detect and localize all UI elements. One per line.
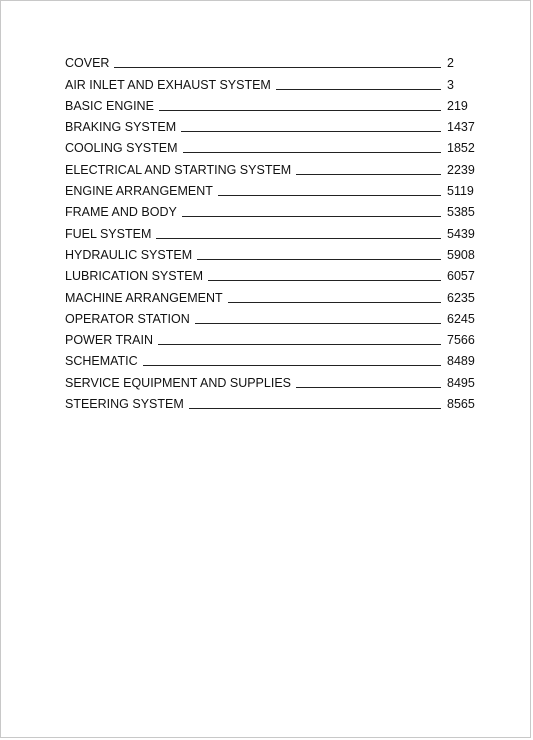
toc-entry-page: 2 (447, 56, 454, 71)
toc-entry-title: POWER TRAIN (65, 333, 153, 348)
toc-entry-page: 5908 (447, 247, 475, 262)
toc-entry-page: 5385 (447, 205, 475, 220)
toc-leader-line (208, 280, 441, 281)
toc-entry-lubrication-system[interactable] (65, 262, 481, 283)
toc-entry-title: HYDRAULIC SYSTEM (65, 247, 193, 262)
toc-entry-title: BASIC ENGINE (65, 98, 154, 113)
toc-entry-page: 8489 (447, 354, 475, 369)
toc-entry-page: 6057 (447, 269, 475, 284)
toc-entry-machine-arrangement[interactable] (65, 283, 481, 304)
toc-leader-line (189, 408, 441, 409)
toc-entry-title: MACHINE ARRANGEMENT (65, 290, 223, 305)
toc-entry-steering-system[interactable] (65, 390, 481, 411)
toc-leader-line (183, 152, 441, 153)
toc-entry-power-train[interactable] (65, 326, 481, 347)
toc-entry-title: COOLING SYSTEM (65, 141, 178, 156)
toc-entry-basic-engine[interactable] (65, 92, 481, 113)
toc-leader-line (195, 323, 441, 324)
toc-leader-line (158, 344, 441, 345)
toc-entry-title: COVER (65, 56, 110, 71)
toc-entry-page: 5119 (447, 184, 474, 199)
toc-entry-page: 2239 (447, 162, 475, 177)
toc-entry-title: STEERING SYSTEM (65, 397, 184, 412)
toc-entry-page: 8495 (447, 375, 475, 390)
toc-entry-title: FRAME AND BODY (65, 205, 177, 220)
toc-entry-schematic[interactable] (65, 347, 481, 368)
table-of-contents (65, 49, 481, 411)
toc-entry-title: SERVICE EQUIPMENT AND SUPPLIES (65, 375, 291, 390)
toc-leader-line (218, 195, 441, 196)
toc-entry-page: 6235 (447, 290, 475, 305)
toc-entry-fuel-system[interactable] (65, 219, 481, 240)
toc-leader-line (296, 387, 441, 388)
toc-leader-line (276, 89, 441, 90)
toc-entry-title: FUEL SYSTEM (65, 226, 152, 241)
toc-entry-braking-system[interactable] (65, 113, 481, 134)
toc-leader-line (228, 302, 441, 303)
toc-entry-page: 5439 (447, 226, 475, 241)
toc-entry-title: LUBRICATION SYSTEM (65, 269, 203, 284)
toc-entry-title: ELECTRICAL AND STARTING SYSTEM (65, 162, 292, 177)
toc-leader-line (143, 365, 441, 366)
toc-leader-line (197, 259, 441, 260)
toc-entry-page: 219 (447, 98, 468, 113)
toc-entry-page: 1852 (447, 141, 475, 156)
toc-entry-title: ENGINE ARRANGEMENT (65, 184, 213, 199)
toc-leader-line (181, 131, 441, 132)
toc-entry-page: 6245 (447, 311, 475, 326)
toc-entry-service-equipment-and-supplies[interactable] (65, 368, 481, 389)
toc-leader-line (159, 110, 441, 111)
toc-entry-title: AIR INLET AND EXHAUST SYSTEM (65, 77, 271, 92)
toc-entry-engine-arrangement[interactable] (65, 177, 481, 198)
toc-entry-title: SCHEMATIC (65, 354, 138, 369)
toc-entry-page: 1437 (447, 120, 475, 135)
toc-entry-title: OPERATOR STATION (65, 311, 190, 326)
toc-entry-electrical-and-starting-system[interactable] (65, 155, 481, 176)
toc-entry-page: 3 (447, 77, 454, 92)
toc-entry-hydraulic-system[interactable] (65, 241, 481, 262)
toc-entry-cooling-system[interactable] (65, 134, 481, 155)
toc-leader-line (182, 216, 441, 217)
toc-entry-cover[interactable] (65, 49, 481, 70)
toc-leader-line (114, 67, 441, 68)
toc-entry-page: 8565 (447, 397, 475, 412)
toc-leader-line (156, 238, 441, 239)
toc-entry-operator-station[interactable] (65, 305, 481, 326)
toc-entry-air-inlet-and-exhaust-system[interactable] (65, 70, 481, 91)
toc-entry-title: BRAKING SYSTEM (65, 120, 177, 135)
toc-entry-frame-and-body[interactable] (65, 198, 481, 219)
toc-leader-line (296, 174, 441, 175)
toc-entry-page: 7566 (447, 333, 475, 348)
